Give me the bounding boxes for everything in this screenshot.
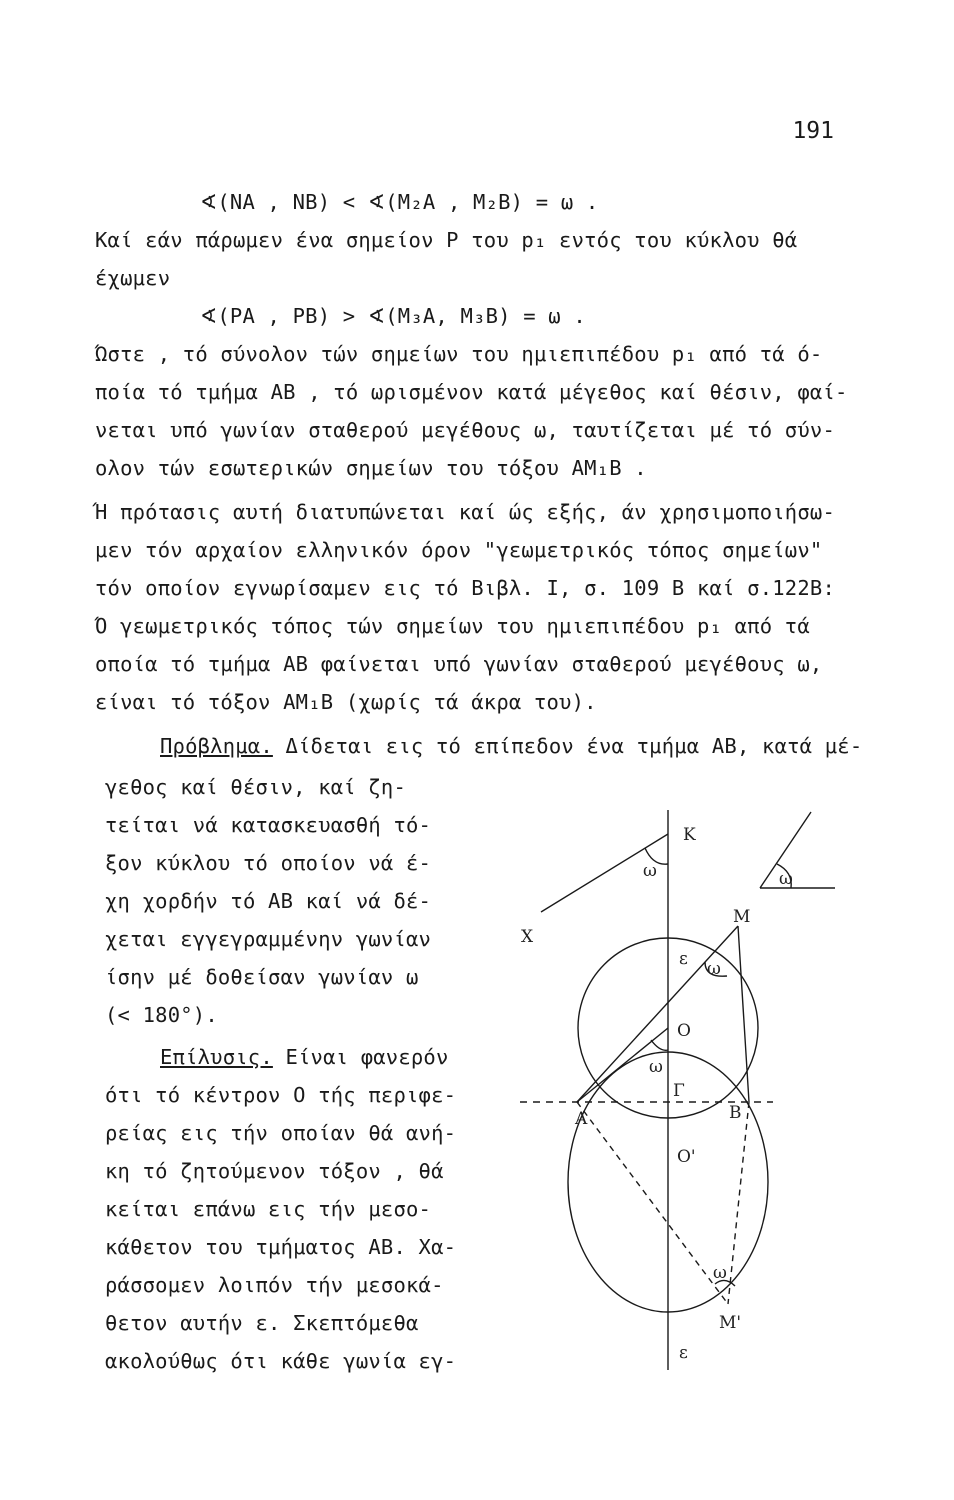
label-b: B [729,1103,742,1123]
text-line: ξον κύκλου τό οποίον νά έ- [105,851,432,875]
text-line: κη τό ζητούμενον τόξον , θά [105,1159,444,1183]
solution-text: Είναι φανερόν [285,1045,449,1069]
text-line: είναι τό τόξον AM₁B (χωρίς τά άκρα του). [95,690,597,714]
text-line: ∢(NA , NB) < ∢(M₂A , M₂B) = ω . [200,190,599,214]
text-line: τείται νά κατασκευασθή τό- [105,813,432,837]
chord-am-prime [577,1102,728,1304]
text-line: κείται επάνω εις τήν μεσο- [105,1197,432,1221]
page-number: 191 [792,118,834,144]
text-line: Καί εάν πάρωμεν ένα σημείον P του p₁ εντός του κύκλου θά [95,228,798,252]
label-omega-tangent: ω [643,861,657,881]
text-line: χεται εγγεγραμμένην γωνίαν [105,927,432,951]
text-line: τόν οποίον εγνωρίσαμεν εις τό Βιβλ. I, σ. 109 B καί σ.122B: [95,576,835,600]
text-line: ρείας εις τήν οποίαν θά ανή- [105,1121,457,1145]
label-epsilon-bottom: ε [679,1343,688,1363]
text-line: θετον αυτήν ε. Σκεπτόμεθα [105,1311,419,1335]
text-line: ράσσομεν λοιπόν τήν μεσοκά- [105,1273,444,1297]
problem-label: Πρόβλημα. [160,734,273,758]
text-line: ότι τό κέντρον O τής περιφε- [105,1083,457,1107]
text-line: μεν τόν αρχαίον ελληνικόν όρον "γεωμετρικός τόπος σημείων" [95,538,823,562]
text-line: Ώστε , τό σύνολον τών σημείων του ημιεπιπέδου p₁ από τά ό- [95,342,823,366]
solution-label: Επίλυσις. [160,1045,273,1069]
problem-text: Δίδεται εις τό επίπεδον ένα τμήμα AB, κατά μέ- [285,734,863,758]
text-line: ποία τό τμήμα AB , τό ωρισμένον κατά μέγεθος καί θέσιν, φαί- [95,380,848,404]
label-omega-m-prime: ω [713,1263,727,1283]
text-line: Ό γεωμετρικός τόπος τών σημείων του ημιεπιπέδου p₁ από τά [95,614,810,638]
text-line: γεθος καί θέσιν, καί ζη- [105,775,407,799]
text-line: νεται υπό γωνίαν σταθερού μεγέθους ω, ταυτίζεται μέ τό σύν- [95,418,835,442]
text-line: Ή πρότασις αυτή διατυπώνεται καί ώς εξής, άν χρησιμοποιήσω- [95,500,835,524]
text-line: χη χορδήν τό AB καί νά δέ- [105,889,432,913]
text-line: ολον τών εσωτερικών σημείων του τόξου AM₁B . [95,456,647,480]
label-m-prime: M' [719,1313,742,1333]
label-epsilon-top: ε [679,949,688,969]
label-o-prime: O' [677,1147,696,1167]
label-gamma: Γ [673,1081,685,1101]
label-omega-m: ω [707,959,721,979]
label-omega-given: ω [779,869,793,889]
text-line: ακολούθως ότι κάθε γωνία εγ- [105,1349,457,1373]
label-k: K [683,825,696,845]
text-line: ίσην μέ δοθείσαν γωνίαν ω [105,965,419,989]
geometry-figure [515,800,855,1370]
problem-line [160,734,862,758]
label-o: O [677,1021,691,1041]
text-line: κάθετον του τμήματος AB. Χα- [105,1235,457,1259]
angle-arc-o [651,1040,668,1050]
text-line: (< 180°). [105,1003,218,1027]
solution-line [160,1045,448,1069]
text-line: ∢(PA , PB) > ∢(M₃A, M₃B) = ω . [200,304,586,328]
label-x: X [521,927,534,947]
label-m: M [733,907,751,927]
label-omega-o: ω [649,1057,663,1077]
label-a: A [575,1109,588,1129]
chord-mb [738,926,749,1102]
text-line: έχωμεν [95,266,171,290]
text-line: οποία τό τμήμα AB φαίνεται υπό γωνίαν σταθερού μεγέθους ω, [95,652,823,676]
